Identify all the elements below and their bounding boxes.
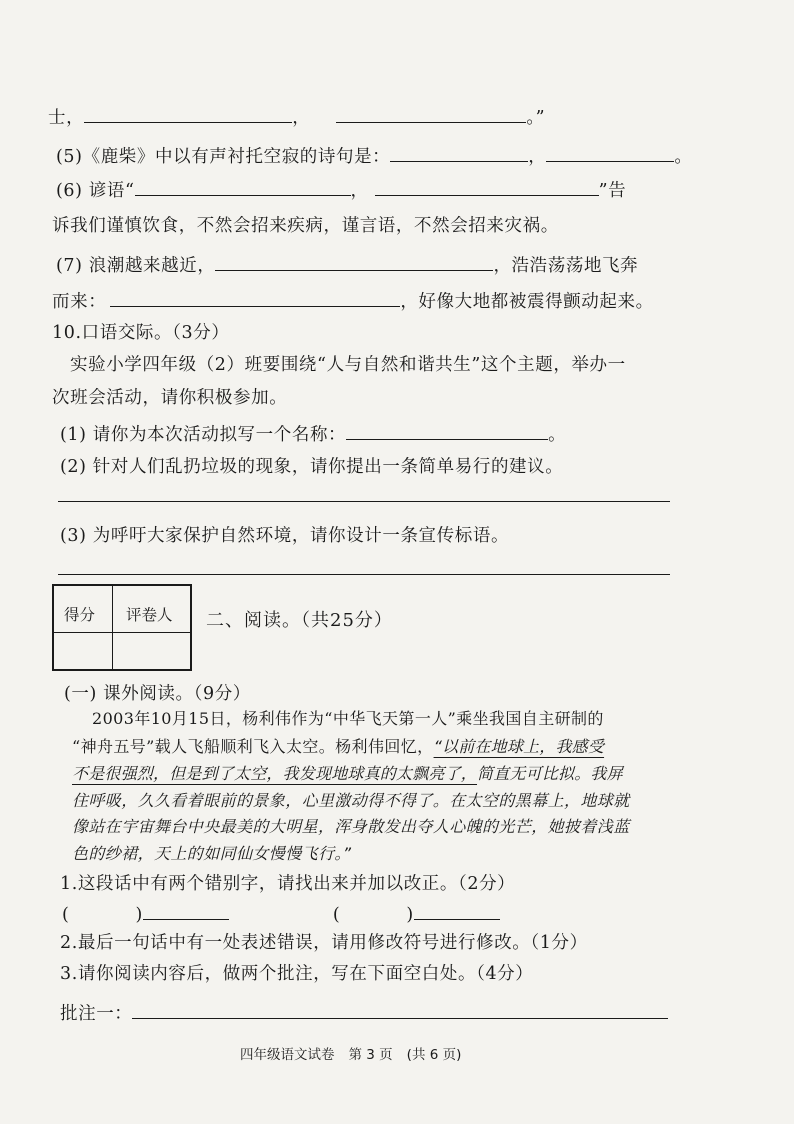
passage-line-1: 2003年10月15日，杨利伟作为“中华飞天第一人”乘坐我国自主研制的	[92, 709, 604, 728]
answer-blank-1b[interactable]	[336, 104, 526, 123]
question-10-sub-1	[60, 421, 566, 447]
footer-total: (共 6 页)	[406, 1047, 462, 1063]
section-2-title: 二、阅读。（共25分）	[206, 610, 393, 631]
passage-line-5: 像站在宇宙舞台中央最美的大明星，浑身散发出夺人心魄的光芒，她披着浅蓝	[72, 817, 630, 836]
question-9-6	[56, 177, 626, 203]
question-10-sub-3: (3) 为呼吁大家保护自然环境，请你设计一条宣传标语。	[60, 526, 510, 546]
correction-blank-1[interactable]	[143, 901, 229, 920]
reading-question-2: 2.最后一句话中有一处表述错误，请用修改符号进行修改。（1分）	[60, 933, 588, 953]
question-10-title: 10.口语交际。（3分）	[52, 323, 230, 343]
passage-line-6: 色的纱裙，天上的如同仙女慢慢飞行。”	[72, 844, 352, 863]
reading-title: (一) 课外阅读。（9分）	[64, 684, 251, 704]
line-prefix: 士，	[48, 108, 85, 128]
separator: ，	[350, 181, 369, 201]
question-10-sub-2: (2) 针对人们乱扔垃圾的现象，请你提出一条简单易行的建议。	[60, 457, 564, 477]
question-text: (5)《鹿柴》中以有声衬托空寂的诗句是：	[56, 147, 391, 167]
separator: ，	[292, 108, 311, 128]
correction-row	[62, 901, 500, 927]
answer-blank-1a[interactable]	[84, 104, 292, 123]
activity-name-blank[interactable]	[346, 421, 548, 440]
answer-blank-3b[interactable]	[375, 177, 599, 196]
question-9-6-cont: 诉我们谨慎饮食，不然会招来疾病，谨言语，不然会招来灾祸。	[52, 216, 559, 236]
answer-blank-3a[interactable]	[135, 177, 351, 196]
suggestion-answer-line[interactable]	[58, 501, 670, 502]
line-end: 。	[674, 147, 693, 167]
reading-question-3: 3.请你阅读内容后，做两个批注，写在下面空白处。（4分）	[60, 964, 534, 984]
score-label: 得分	[64, 606, 96, 624]
wrong-char-close-1: )	[135, 905, 143, 925]
page-footer	[240, 1046, 475, 1064]
line-end: 。”	[526, 108, 546, 128]
question-9-7-cont	[52, 288, 654, 314]
wrong-char-open-2: (	[332, 905, 341, 925]
question-9-7	[56, 252, 638, 278]
poem-line-1	[48, 104, 545, 130]
reading-question-1: 1.这段话中有两个错别字，请找出来并加以改正。（2分）	[60, 874, 516, 894]
question-text: (6) 谚语“	[56, 181, 135, 201]
question-text: 而来：	[52, 292, 107, 312]
annotation-1-blank[interactable]	[132, 1000, 668, 1019]
line-end: ，浩浩荡荡地飞奔	[493, 256, 639, 276]
annotation-1-label: 批注一：	[60, 1004, 133, 1024]
correction-blank-2[interactable]	[414, 901, 500, 920]
score-box	[52, 584, 192, 671]
question-text: (1) 请你为本次活动拟写一个名称：	[60, 425, 347, 445]
wrong-char-open-1: (	[62, 905, 70, 925]
wrong-char-close-2: )	[406, 905, 414, 925]
line-end: 。	[548, 425, 567, 445]
answer-blank-2b[interactable]	[546, 143, 674, 162]
answer-blank-5[interactable]	[215, 252, 493, 271]
underlined-quote: “以前在地球上，我感受	[433, 737, 605, 756]
question-10-intro-2: 次班会活动，请你积极参加。	[52, 388, 288, 408]
question-text: (7) 浪潮越来越近，	[56, 256, 216, 276]
separator: ，	[528, 147, 547, 167]
grader-label: 评卷人	[126, 606, 173, 624]
question-10-intro-1: 实验小学四年级（2）班要围绕“人与自然和谐共生”这个主题，举办一	[70, 355, 626, 375]
passage-text: 简直无可比拟。我屏	[477, 764, 623, 783]
footer-subject: 四年级语文试卷	[240, 1047, 335, 1063]
footer-page: 第 3 页	[348, 1047, 393, 1063]
passage-line-3	[72, 762, 623, 786]
annotation-1-row	[60, 1000, 668, 1026]
answer-blank-2a[interactable]	[390, 143, 528, 162]
passage-line-4: 住呼吸，久久看着眼前的景象，心里激动得不得了。在太空的黑幕上，地球就	[72, 791, 630, 810]
slogan-answer-line[interactable]	[58, 574, 670, 575]
line-end: ，好像大地都被震得颤动起来。	[400, 292, 654, 312]
line-end: ”告	[598, 181, 627, 201]
underlined-quote: 不是很强烈，但是到了太空，我发现地球真的太飘亮了，	[72, 764, 478, 783]
passage-text: “神舟五号”载人飞船顺利飞入太空。杨利伟回忆，	[72, 737, 434, 756]
answer-blank-6[interactable]	[110, 288, 400, 307]
passage-line-2	[72, 735, 604, 759]
question-9-5	[56, 143, 693, 169]
